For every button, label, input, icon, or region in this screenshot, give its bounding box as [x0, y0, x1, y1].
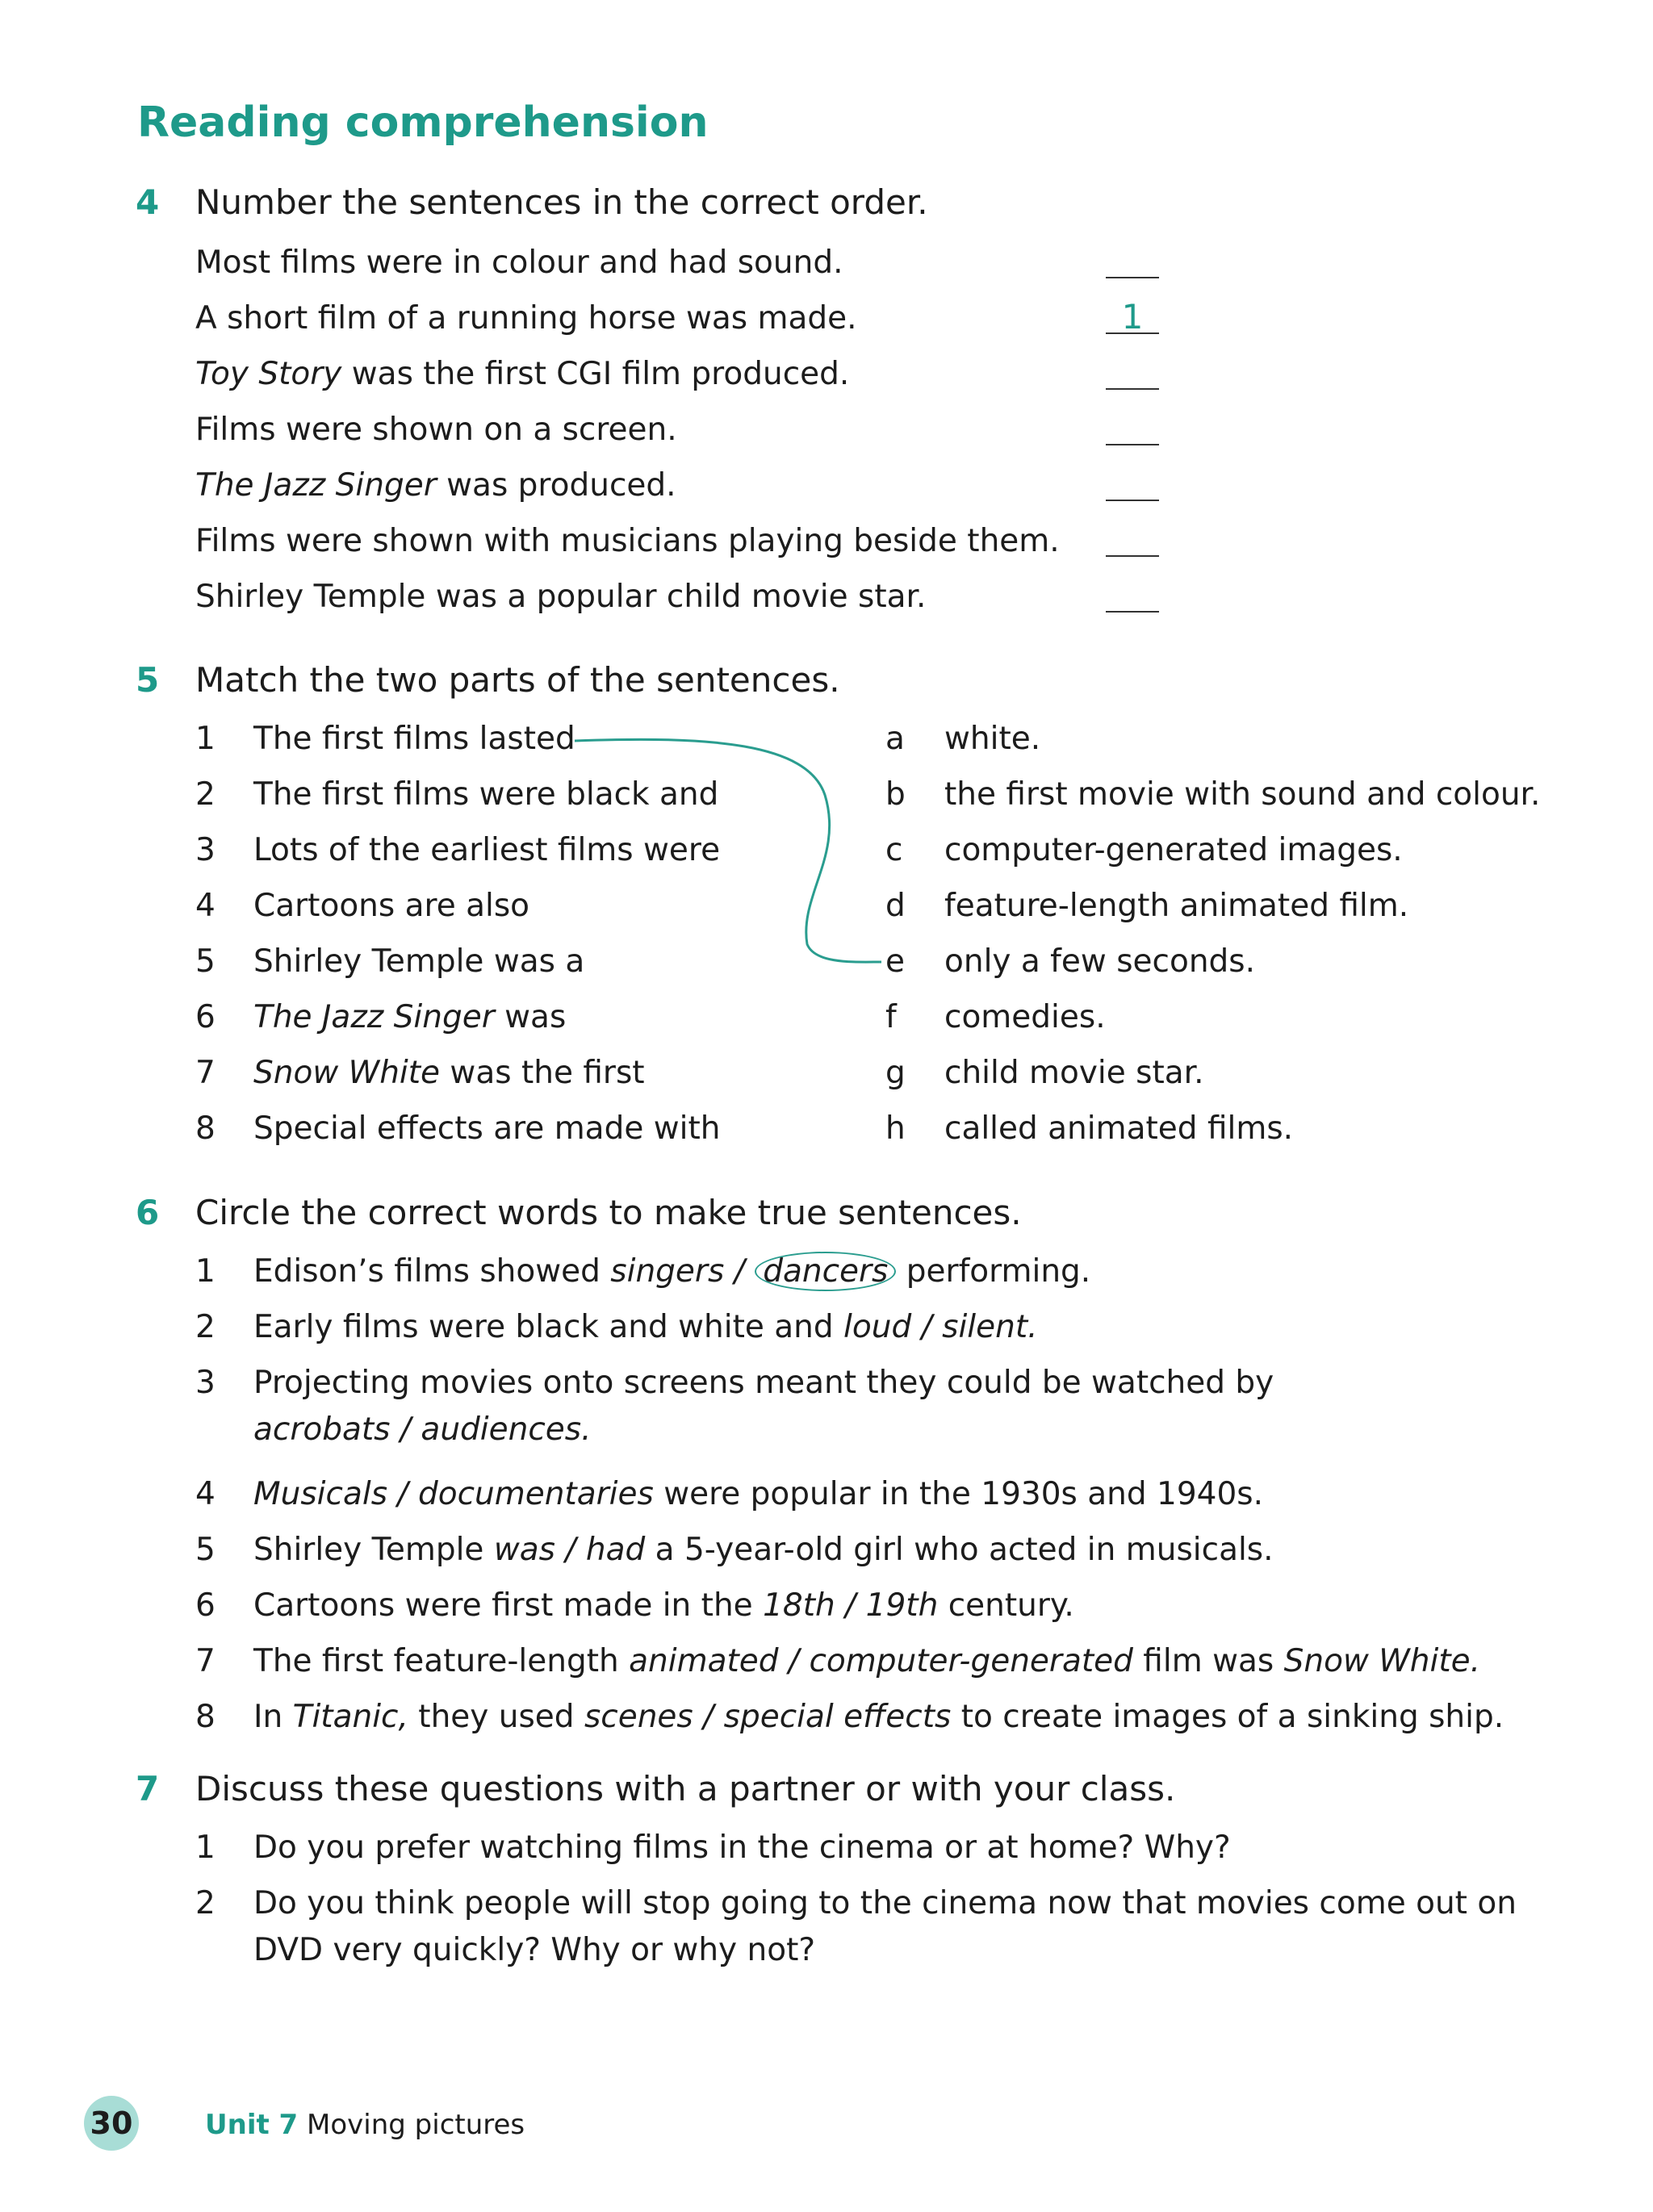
exercise-7-instruction: Discuss these questions with a partner or with your class.	[195, 1769, 1176, 1808]
item-letter: d	[885, 888, 906, 924]
text-segment: to create images of a sinking ship.	[951, 1699, 1504, 1735]
text-segment: Films were shown with musicians playing beside them.	[195, 523, 1060, 559]
footer-unit	[205, 2109, 525, 2141]
question-line: DVD very quickly? Why or why not?	[253, 1932, 816, 1968]
text-segment: animated / computer-generated	[629, 1643, 1133, 1679]
text-segment: they used	[408, 1699, 584, 1735]
text-segment: The Jazz Singer	[253, 999, 495, 1035]
item-number: 8	[195, 1699, 216, 1735]
text-segment: Shirley Temple	[253, 1532, 494, 1568]
item-number: 1	[195, 1253, 216, 1290]
item-number: 2	[195, 776, 216, 813]
text-segment: Titanic,	[292, 1699, 408, 1735]
question-line: Do you prefer watching films in the cinema or at home? Why?	[253, 1829, 1231, 1866]
exercise-6-number: 6	[136, 1193, 160, 1232]
item-letter: g	[885, 1055, 906, 1091]
item-number: 5	[195, 943, 216, 980]
item-number: 6	[195, 999, 216, 1035]
text-segment: Cartoons are also	[253, 888, 529, 924]
text-segment: The first films were black and	[253, 776, 719, 813]
exercise-5-number: 5	[136, 660, 160, 700]
item-letter: h	[885, 1110, 906, 1147]
sentence-ending: the first movie with sound and colour.	[944, 776, 1541, 813]
item-letter: b	[885, 776, 906, 813]
text-segment: The Jazz Singer	[195, 467, 437, 504]
text-segment: Edison’s films showed	[253, 1253, 611, 1290]
text-segment: A short film of a running horse was made.	[195, 300, 857, 337]
item-number: 3	[195, 1365, 216, 1401]
text-segment: Special effects are made with	[253, 1110, 721, 1147]
sentence-ending: called animated films.	[944, 1110, 1294, 1147]
unit-title: Moving pictures	[307, 2109, 525, 2141]
text-segment: In	[253, 1699, 293, 1735]
text-segment: Lots of the earliest films were	[253, 832, 721, 868]
text-segment: film was	[1132, 1643, 1284, 1679]
unit-label: Unit 7	[205, 2109, 299, 2141]
section-title: Reading comprehension	[137, 98, 709, 147]
page-number-badge	[84, 2096, 139, 2151]
text-segment: Cartoons were first made in the	[253, 1587, 764, 1624]
text-segment: was produced.	[436, 467, 676, 504]
page-number: 30	[90, 2105, 133, 2141]
text-segment: Films were shown on a screen.	[195, 412, 677, 448]
text-segment: Shirley Temple was a	[253, 943, 585, 980]
item-number: 7	[195, 1055, 216, 1091]
sentence-ending: only a few seconds.	[944, 943, 1256, 980]
item-letter: e	[885, 943, 905, 980]
item-letter: a	[885, 721, 905, 757]
text-segment: scenes / special effects	[584, 1699, 952, 1735]
text-segment: Snow White.	[1283, 1643, 1481, 1679]
item-number: 4	[195, 1476, 216, 1512]
text-segment: performing.	[896, 1253, 1091, 1290]
circled-answer: dancers	[755, 1252, 896, 1291]
item-letter: c	[885, 832, 903, 868]
text-segment: Toy Story	[195, 356, 342, 392]
text-segment: was the first	[440, 1055, 645, 1091]
item-letter: f	[885, 999, 897, 1035]
text-segment: Early films were black and white and	[253, 1309, 844, 1345]
item-number: 5	[195, 1532, 216, 1568]
text-segment: was	[494, 999, 567, 1035]
item-number: 1	[195, 1829, 216, 1866]
exercise-5-instruction: Match the two parts of the sentences.	[195, 660, 840, 700]
item-number: 2	[195, 1885, 216, 1921]
text-segment: loud / silent.	[843, 1309, 1038, 1345]
text-segment: The first feature-length	[253, 1643, 630, 1679]
sentence-ending: comedies.	[944, 999, 1106, 1035]
item-number: 7	[195, 1643, 216, 1679]
item-number: 1	[195, 721, 216, 757]
question-line: Do you think people will stop going to the cinema now that movies come out on	[253, 1885, 1517, 1921]
text-segment: Musicals / documentaries	[253, 1476, 654, 1512]
text-segment: was the first CGI film produced.	[341, 356, 850, 392]
sentence-ending: computer-generated images.	[944, 832, 1403, 868]
sentence-ending: child movie star.	[944, 1055, 1204, 1091]
text-segment: acrobats / audiences.	[253, 1411, 592, 1448]
text-segment: a 5-year-old girl who acted in musicals.	[645, 1532, 1274, 1568]
answer-value: 1	[1121, 297, 1144, 337]
text-segment: were popular in the 1930s and 1940s.	[653, 1476, 1263, 1512]
text-segment: Most films were in colour and had sound.	[195, 245, 843, 281]
exercise-4-instruction: Number the sentences in the correct order.	[195, 182, 928, 222]
text-segment: Shirley Temple was a popular child movie star.	[195, 579, 927, 615]
text-segment: The first films lasted	[253, 721, 575, 757]
exercise-6-instruction: Circle the correct words to make true sentences.	[195, 1193, 1022, 1232]
item-number: 3	[195, 832, 216, 868]
text-segment: Projecting movies onto screens meant they could be watched by	[253, 1365, 1274, 1401]
item-number: 4	[195, 888, 216, 924]
text-segment: Snow White	[253, 1055, 441, 1091]
text-segment: 18th / 19th	[763, 1587, 939, 1624]
exercise-4-number: 4	[136, 182, 160, 222]
item-number: 6	[195, 1587, 216, 1624]
item-number: 2	[195, 1309, 216, 1345]
item-number: 8	[195, 1110, 216, 1147]
text-segment: singers /	[610, 1253, 755, 1290]
text-segment: century.	[938, 1587, 1074, 1624]
exercise-7-number: 7	[136, 1769, 160, 1808]
text-segment: was / had	[493, 1532, 646, 1568]
sentence-ending: white.	[944, 721, 1041, 757]
sentence-ending: feature-length animated film.	[944, 888, 1409, 924]
